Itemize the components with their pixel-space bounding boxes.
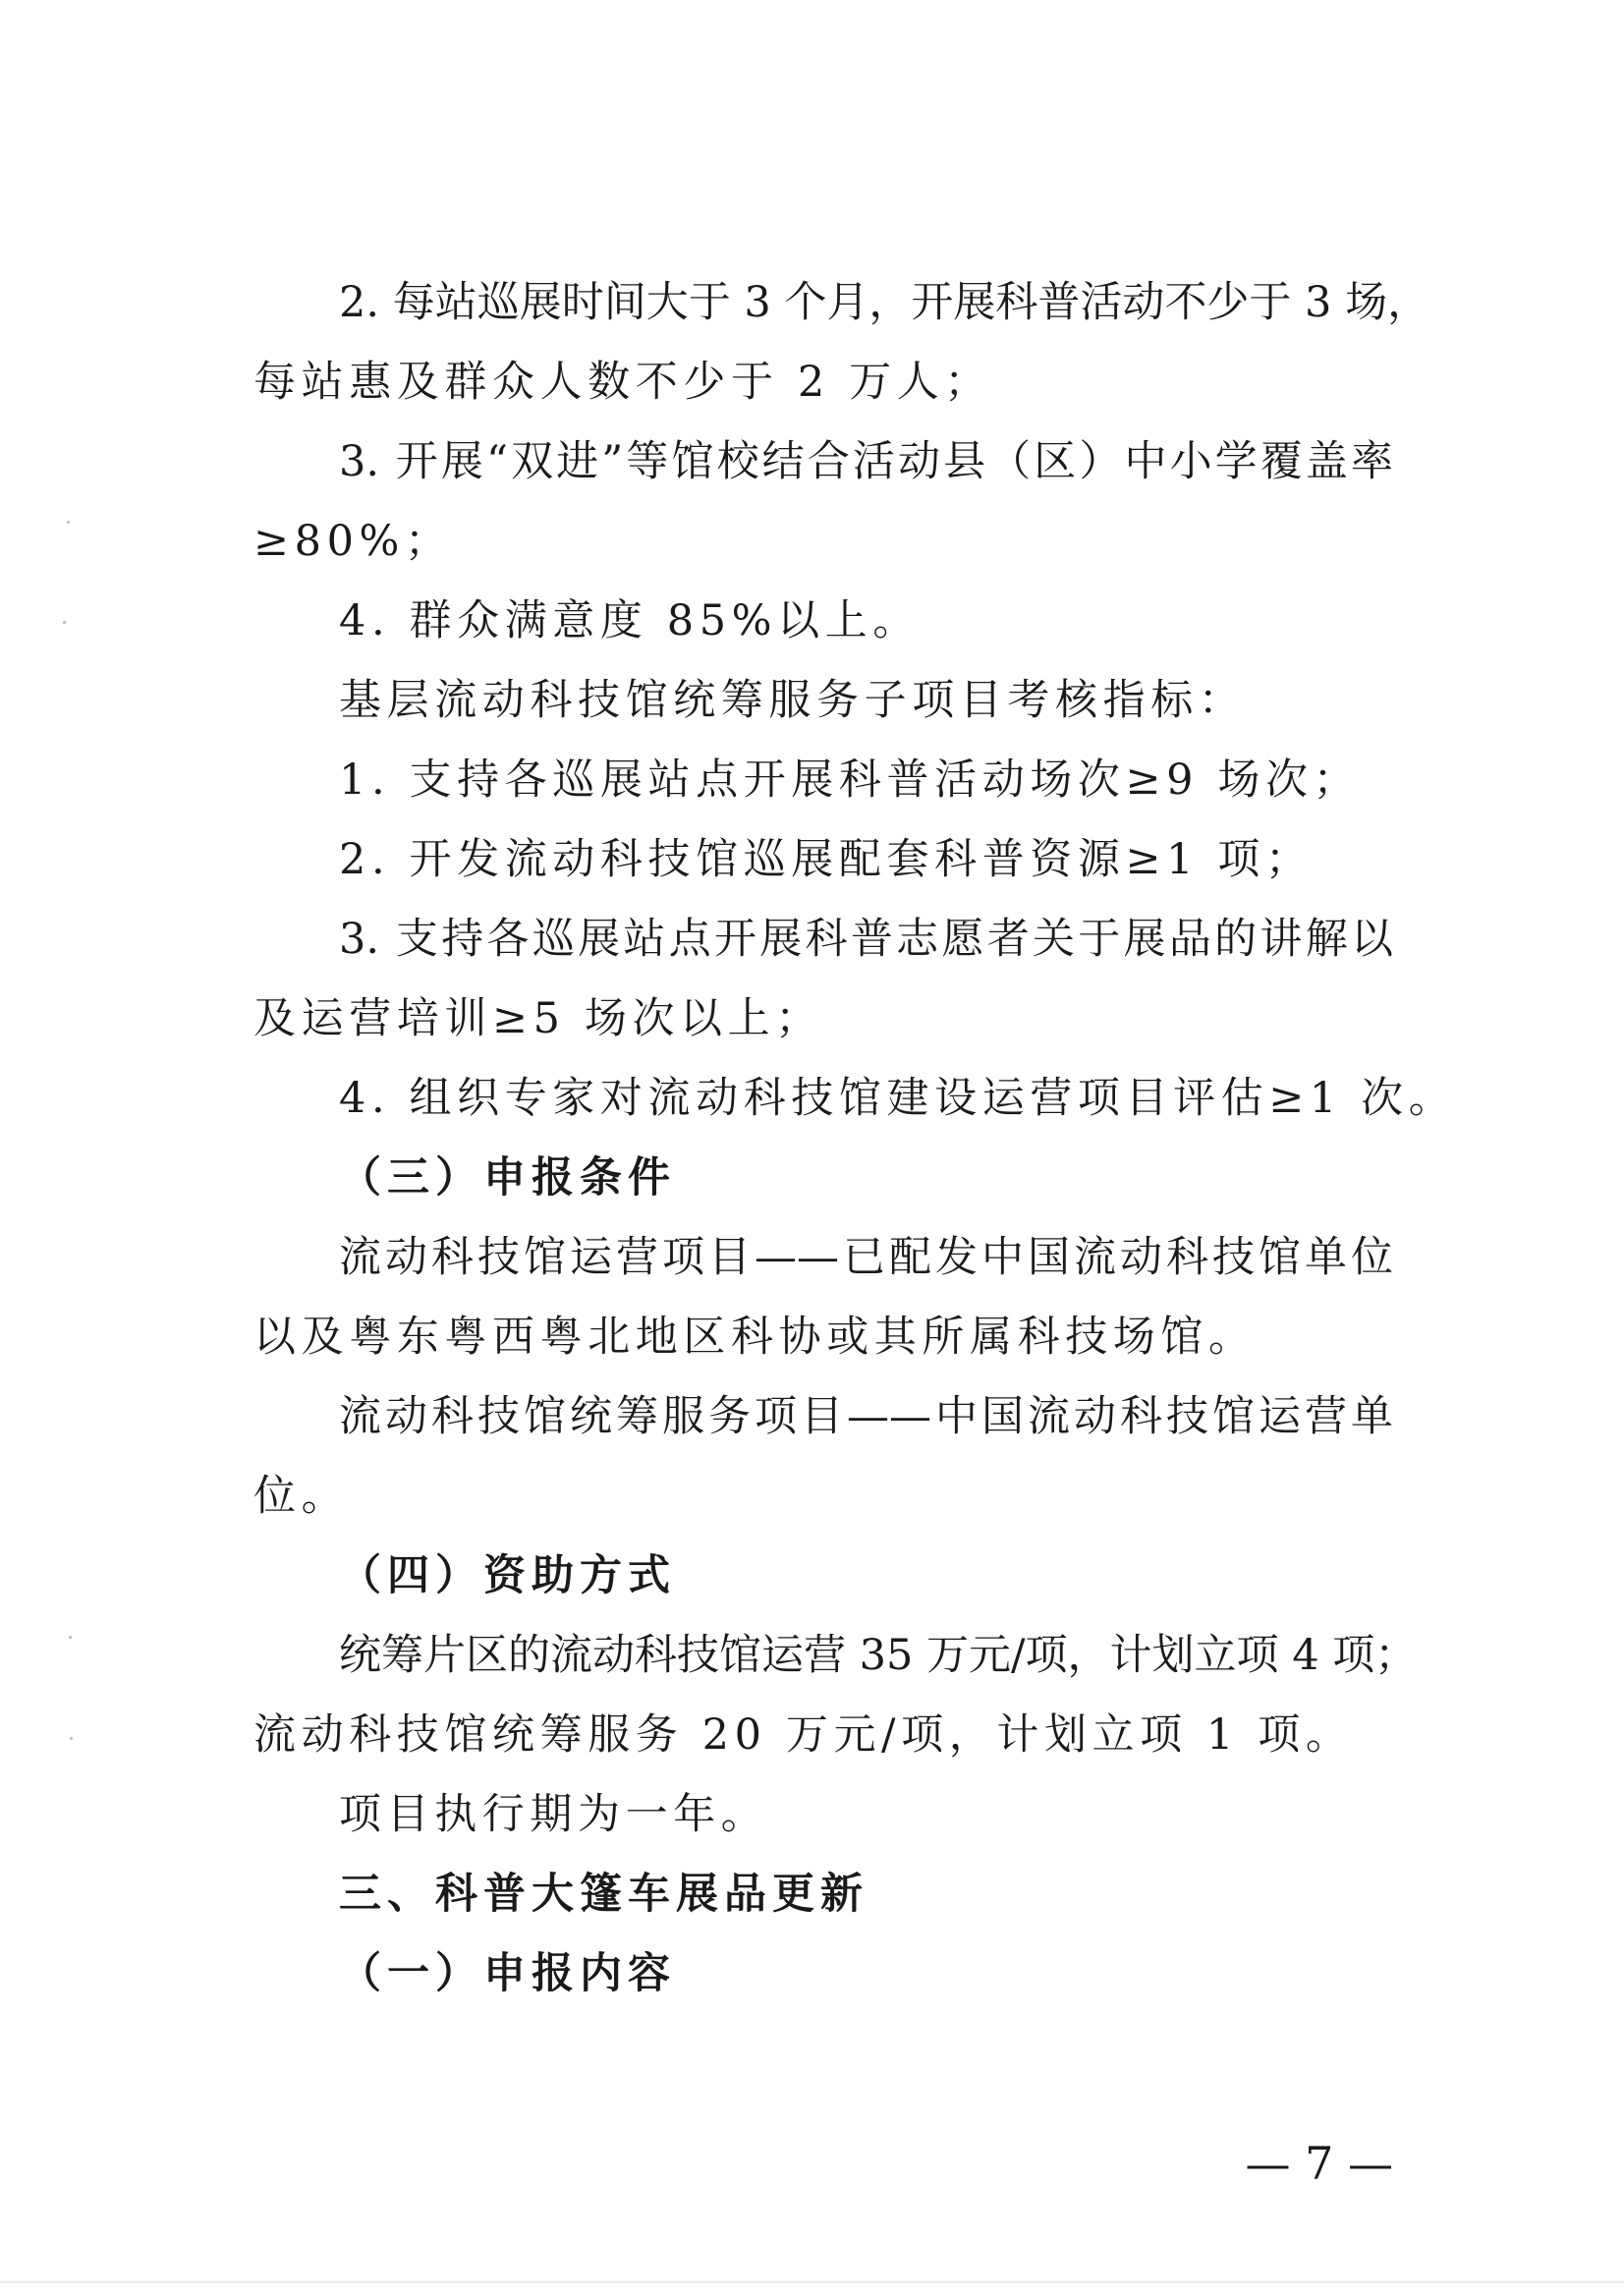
paragraph-line: 1. 支持各巡展站点开展科普活动场次≥9 场次； bbox=[339, 756, 1362, 805]
scan-speck bbox=[63, 621, 66, 624]
section-heading: （三）申报条件 bbox=[339, 1153, 676, 1203]
paragraph-line: 位。 bbox=[253, 1472, 350, 1521]
paragraph-line: 2. 开发流动科技馆巡展配套科普资源≥1 项； bbox=[339, 835, 1314, 884]
page-number: — 7 — bbox=[1245, 2137, 1393, 2190]
paragraph-line: 3. 支持各巡展站点开展科普志愿者关于展品的讲解以 bbox=[339, 915, 1393, 964]
paragraph-line: 项目执行期为一年。 bbox=[339, 1790, 769, 1839]
chapter-heading: 三、科普大篷车展品更新 bbox=[339, 1870, 868, 1919]
scan-speck bbox=[70, 1737, 73, 1740]
paragraph-line: 及运营培训≥5 场次以上； bbox=[253, 994, 823, 1043]
paragraph-line: 流动科技馆统筹服务项目——中国流动科技馆运营单 bbox=[339, 1392, 1393, 1441]
paragraph-line: 以及粤东粤西粤北地区科协或其所属科技场馆。 bbox=[253, 1313, 1257, 1362]
paragraph-line: 基层流动科技馆统筹服务子项目考核指标： bbox=[339, 676, 1247, 725]
paragraph-line: ≥80%； bbox=[253, 517, 453, 566]
section-heading: （一）申报内容 bbox=[339, 1949, 676, 1998]
paragraph-line: 统筹片区的流动科技馆运营 35 万元/项，计划立项 4 项； bbox=[339, 1631, 1418, 1680]
paragraph-line: 流动科技馆运营项目——已配发中国流动科技馆单位 bbox=[339, 1233, 1393, 1282]
paragraph-line: 流动科技馆统筹服务 20 万元/项，计划立项 1 项。 bbox=[253, 1710, 1354, 1760]
paragraph-line: 4. 组织专家对流动科技馆建设运营项目评估≥1 次。 bbox=[339, 1074, 1457, 1123]
scan-edge bbox=[0, 2281, 1624, 2283]
scan-speck bbox=[67, 521, 70, 524]
paragraph-line: 2. 每站巡展时间大于 3 个月，开展科普活动不少于 3 场， bbox=[339, 278, 1430, 327]
paragraph-line: 4. 群众满意度 85%以上。 bbox=[339, 596, 921, 645]
paragraph-line: 每站惠及群众人数不少于 2 万人； bbox=[253, 358, 992, 407]
scan-speck bbox=[69, 1636, 72, 1639]
paragraph-line: 3. 开展“双进”等馆校结合活动县（区）中小学覆盖率 bbox=[339, 437, 1393, 486]
section-heading: （四）资助方式 bbox=[339, 1551, 676, 1600]
